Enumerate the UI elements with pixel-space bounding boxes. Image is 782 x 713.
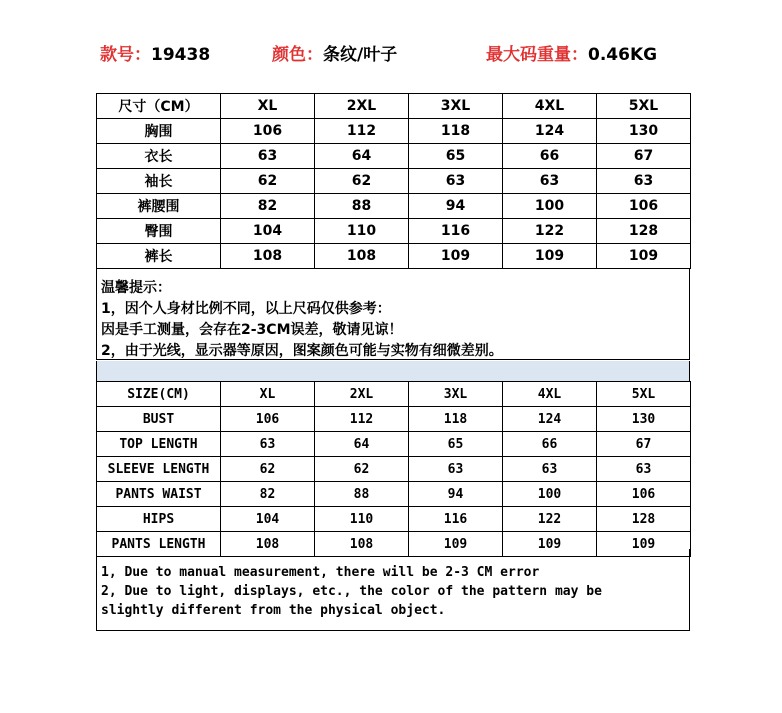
measurement-value: 63 bbox=[409, 457, 503, 482]
size-column-header: 3XL bbox=[409, 94, 503, 119]
measurement-label: 臀围 bbox=[97, 219, 221, 244]
measurement-value: 63 bbox=[221, 432, 315, 457]
tips-chinese bbox=[96, 268, 690, 360]
measurement-label: BUST bbox=[97, 407, 221, 432]
style-number-value: 19438 bbox=[151, 45, 211, 65]
measurement-row bbox=[97, 482, 691, 507]
measurement-label: HIPS bbox=[97, 507, 221, 532]
measurement-row bbox=[97, 144, 691, 169]
measurement-value: 62 bbox=[315, 457, 409, 482]
measurement-value: 106 bbox=[221, 407, 315, 432]
size-header-row bbox=[97, 94, 691, 119]
measurement-value: 66 bbox=[503, 144, 597, 169]
measurement-value: 67 bbox=[597, 144, 691, 169]
measurement-value: 62 bbox=[315, 169, 409, 194]
measurement-value: 122 bbox=[503, 507, 597, 532]
measurement-value: 106 bbox=[597, 482, 691, 507]
measurement-value: 88 bbox=[315, 482, 409, 507]
measurement-label: 裤腰围 bbox=[97, 194, 221, 219]
measurement-value: 63 bbox=[597, 169, 691, 194]
max-weight-value: 0.46KG bbox=[588, 45, 658, 65]
measurement-label: 衣长 bbox=[97, 144, 221, 169]
measurement-value: 130 bbox=[597, 119, 691, 144]
section-divider-band bbox=[96, 361, 690, 381]
measurement-value: 118 bbox=[409, 407, 503, 432]
measurement-value: 124 bbox=[503, 119, 597, 144]
measurement-value: 82 bbox=[221, 482, 315, 507]
color-info bbox=[272, 40, 397, 65]
measurement-value: 128 bbox=[597, 507, 691, 532]
measurement-label: PANTS LENGTH bbox=[97, 532, 221, 557]
measurement-value: 104 bbox=[221, 219, 315, 244]
measurement-label: 袖长 bbox=[97, 169, 221, 194]
measurement-value: 63 bbox=[597, 457, 691, 482]
measurement-value: 109 bbox=[503, 244, 597, 269]
measurement-value: 108 bbox=[315, 532, 409, 557]
measurement-value: 112 bbox=[315, 119, 409, 144]
tips-line: 2，由于光线，显示器等原因，图案颜色可能与实物有细微差别。 bbox=[101, 343, 503, 359]
size-unit-header: 尺寸（CM） bbox=[97, 94, 221, 119]
max-weight-label: 最大码重量： bbox=[486, 45, 588, 65]
measurement-row bbox=[97, 169, 691, 194]
measurement-label: 裤长 bbox=[97, 244, 221, 269]
measurement-row bbox=[97, 219, 691, 244]
size-column-header: 4XL bbox=[503, 94, 597, 119]
measurement-label: SLEEVE LENGTH bbox=[97, 457, 221, 482]
measurement-value: 67 bbox=[597, 432, 691, 457]
size-column-header: 5XL bbox=[597, 94, 691, 119]
measurement-value: 88 bbox=[315, 194, 409, 219]
measurement-value: 106 bbox=[221, 119, 315, 144]
style-number bbox=[100, 40, 210, 65]
measurement-row bbox=[97, 457, 691, 482]
measurement-value: 124 bbox=[503, 407, 597, 432]
measurement-value: 94 bbox=[409, 194, 503, 219]
size-unit-header: SIZE(CM) bbox=[97, 382, 221, 407]
size-column-header: XL bbox=[221, 382, 315, 407]
measurement-value: 62 bbox=[221, 457, 315, 482]
product-header bbox=[0, 40, 782, 68]
measurement-value: 109 bbox=[503, 532, 597, 557]
measurement-value: 104 bbox=[221, 507, 315, 532]
measurement-label: TOP LENGTH bbox=[97, 432, 221, 457]
measurement-row bbox=[97, 507, 691, 532]
measurement-value: 63 bbox=[503, 457, 597, 482]
tips-line: 1，因个人身材比例不同，以上尺码仅供参考： bbox=[101, 301, 391, 317]
size-column-header: 5XL bbox=[597, 382, 691, 407]
size-chart-english bbox=[96, 381, 691, 557]
measurement-value: 116 bbox=[409, 507, 503, 532]
measurement-value: 108 bbox=[315, 244, 409, 269]
size-chart-chinese bbox=[96, 93, 691, 269]
measurement-value: 128 bbox=[597, 219, 691, 244]
tips-line: 因是手工测量，会存在2-3CM误差，敬请见谅！ bbox=[101, 322, 403, 338]
measurement-value: 130 bbox=[597, 407, 691, 432]
measurement-value: 63 bbox=[409, 169, 503, 194]
measurement-value: 109 bbox=[597, 532, 691, 557]
color-label: 颜色： bbox=[272, 45, 323, 65]
measurement-value: 82 bbox=[221, 194, 315, 219]
measurement-row bbox=[97, 194, 691, 219]
measurement-value: 109 bbox=[409, 532, 503, 557]
measurement-value: 112 bbox=[315, 407, 409, 432]
measurement-row bbox=[97, 407, 691, 432]
tips-line: 温馨提示： bbox=[101, 280, 171, 296]
size-column-header: 4XL bbox=[503, 382, 597, 407]
measurement-label: 胸围 bbox=[97, 119, 221, 144]
measurement-value: 62 bbox=[221, 169, 315, 194]
measurement-value: 64 bbox=[315, 432, 409, 457]
max-weight-info bbox=[486, 40, 657, 65]
tips-english bbox=[96, 549, 690, 631]
size-column-header: XL bbox=[221, 94, 315, 119]
measurement-value: 94 bbox=[409, 482, 503, 507]
measurement-value: 108 bbox=[221, 532, 315, 557]
style-number-label: 款号： bbox=[100, 45, 151, 65]
measurement-value: 110 bbox=[315, 507, 409, 532]
measurement-value: 118 bbox=[409, 119, 503, 144]
tips-line: slightly different from the physical object. bbox=[101, 603, 446, 618]
size-header-row bbox=[97, 382, 691, 407]
measurement-row bbox=[97, 244, 691, 269]
measurement-value: 66 bbox=[503, 432, 597, 457]
measurement-value: 109 bbox=[597, 244, 691, 269]
measurement-value: 64 bbox=[315, 144, 409, 169]
measurement-row bbox=[97, 119, 691, 144]
measurement-value: 109 bbox=[409, 244, 503, 269]
measurement-value: 100 bbox=[503, 194, 597, 219]
tips-line: 1, Due to manual measurement, there will be 2-3 CM error bbox=[101, 565, 540, 580]
measurement-value: 63 bbox=[221, 144, 315, 169]
measurement-label: PANTS WAIST bbox=[97, 482, 221, 507]
measurement-value: 65 bbox=[409, 432, 503, 457]
measurement-value: 110 bbox=[315, 219, 409, 244]
measurement-value: 122 bbox=[503, 219, 597, 244]
size-column-header: 2XL bbox=[315, 382, 409, 407]
size-column-header: 3XL bbox=[409, 382, 503, 407]
size-column-header: 2XL bbox=[315, 94, 409, 119]
measurement-value: 108 bbox=[221, 244, 315, 269]
measurement-value: 63 bbox=[503, 169, 597, 194]
color-value: 条纹/叶子 bbox=[323, 45, 398, 65]
measurement-row bbox=[97, 432, 691, 457]
measurement-value: 116 bbox=[409, 219, 503, 244]
measurement-value: 65 bbox=[409, 144, 503, 169]
measurement-value: 106 bbox=[597, 194, 691, 219]
tips-line: 2, Due to light, displays, etc., the color of the pattern may be bbox=[101, 584, 602, 599]
measurement-value: 100 bbox=[503, 482, 597, 507]
